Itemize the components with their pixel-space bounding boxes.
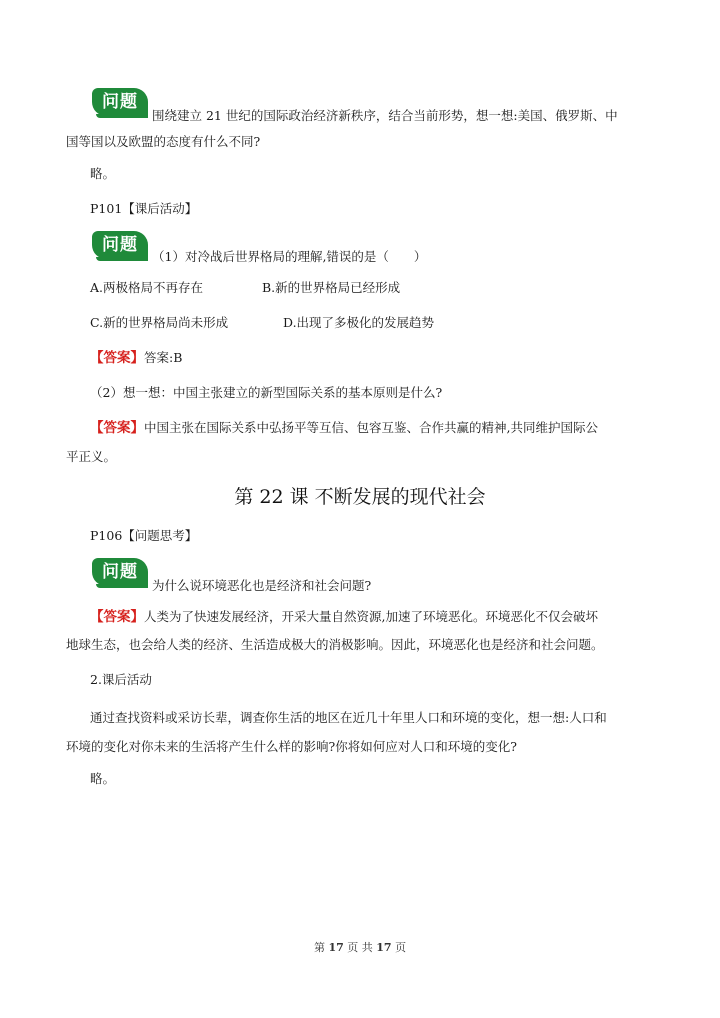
question-badge	[92, 558, 152, 594]
question-2-answer-text: 答案:B	[144, 350, 183, 365]
question-4-answer-text: 人类为了快速发展经济，开采大量自然资源,加速了环境恶化。环境恶化不仅会破坏	[144, 609, 598, 624]
activity-answer: 略。	[90, 771, 116, 786]
activity-text-line-2: 环境的变化对你未来的生活将产生什么样的影响?你将如何应对人口和环境的变化?	[66, 739, 517, 754]
question-badge-label: 问题	[92, 231, 148, 259]
question-badge-label: 问题	[92, 558, 148, 586]
question-3-answer-text: 中国主张在国际关系中弘扬平等互信、包容互鉴、合作共赢的精神,共同维护国际公	[144, 420, 598, 435]
section-heading-p106: P106【问题思考】	[90, 528, 198, 543]
activity-text-line-1: 通过查找资料或采访长辈，调查你生活的地区在近几十年里人口和环境的变化，想一想:人口和	[90, 710, 607, 725]
question-1-line-1: 围绕建立 21 世纪的国际政治经济新秩序，结合当前形势，想一想:美国、俄罗斯、中	[152, 108, 618, 123]
footer-prefix: 第	[313, 941, 325, 954]
question-3-answer-line-2: 平正义。	[66, 449, 117, 464]
answer-label: 【答案】	[90, 420, 144, 436]
question-badge	[92, 88, 152, 124]
answer-label: 【答案】	[90, 609, 144, 625]
question-badge	[92, 231, 152, 267]
question-badge-underline	[96, 114, 148, 118]
footer-suffix: 页	[395, 941, 407, 954]
question-1-answer: 略。	[90, 166, 116, 181]
question-3-stem: （2）想一想：中国主张建立的新型国际关系的基本原则是什么?	[90, 385, 443, 400]
question-1-line-2: 国等国以及欧盟的态度有什么不同?	[66, 134, 261, 149]
footer-total-pages: 17	[376, 941, 392, 954]
footer-mid: 页 共	[347, 941, 373, 954]
question-4-stem: 为什么说环境恶化也是经济和社会问题?	[152, 578, 372, 593]
section-heading-p101: P101【课后活动】	[90, 201, 198, 216]
option-d: D.出现了多极化的发展趋势	[283, 315, 435, 330]
question-4-answer-line-2: 地球生态，也会给人类的经济、生活造成极大的消极影响。因此，环境恶化也是经济和社会问题。	[66, 637, 604, 652]
question-4-answer-line-1	[90, 605, 598, 629]
question-2-answer	[90, 346, 182, 370]
question-badge-label: 问题	[92, 88, 148, 116]
question-3-answer-line-1	[90, 416, 598, 440]
footer-page-number: 17	[328, 941, 344, 954]
question-badge-underline	[96, 584, 148, 588]
question-badge-underline	[96, 257, 148, 261]
option-a: A.两极格局不再存在	[90, 280, 204, 295]
answer-label: 【答案】	[90, 350, 144, 366]
option-c: C.新的世界格局尚未形成	[90, 315, 229, 330]
activity-title: 2.课后活动	[90, 672, 152, 687]
page-footer	[0, 939, 720, 955]
lesson-title: 第 22 课 不断发展的现代社会	[234, 486, 486, 508]
option-b: B.新的世界格局已经形成	[262, 280, 401, 295]
question-2-stem: （1）对冷战后世界格局的理解,错误的是（ ）	[152, 249, 427, 264]
